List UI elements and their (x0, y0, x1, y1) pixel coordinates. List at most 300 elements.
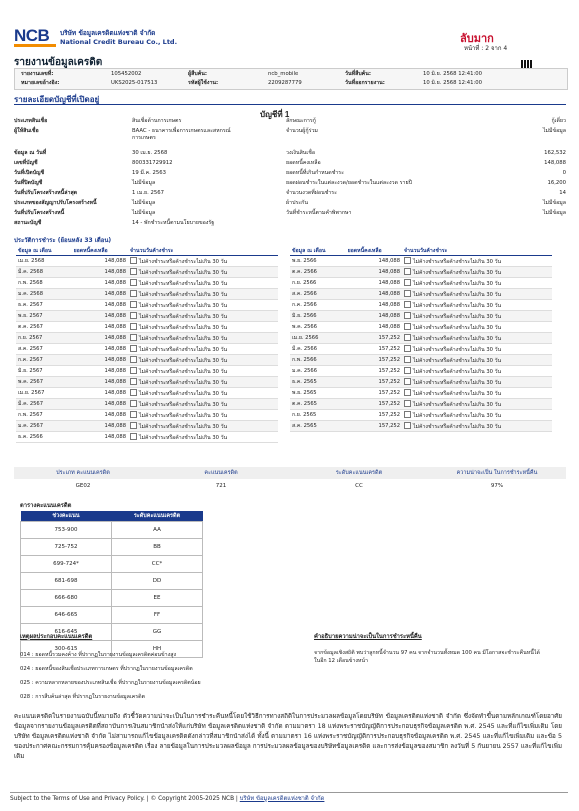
history-month: ก.ย. 2565 (290, 410, 346, 421)
account-field-label: สถานะบัญชี (14, 220, 42, 226)
history-row (16, 256, 278, 267)
payment-history-table-left (16, 247, 278, 443)
checkbox-icon (404, 268, 411, 275)
history-row (16, 267, 278, 278)
history-month: ก.ย. 2566 (290, 278, 346, 289)
history-month: พ.ค. 2566 (290, 322, 346, 333)
org-name-thai: บริษัท ข้อมูลเครดิตแห่งชาติ จำกัด (60, 29, 156, 37)
history-status-text: ไม่ค้างชำระหรือค้างชำระไม่เกิน 30 วัน (413, 291, 502, 298)
org-name (60, 29, 177, 47)
history-row (290, 410, 552, 421)
history-status-text: ไม่ค้างชำระหรือค้างชำระไม่เกิน 30 วัน (413, 280, 502, 287)
history-row (16, 421, 278, 432)
history-month: ต.ค. 2566 (290, 267, 346, 278)
account-field-value: 1 เม.ย. 2567 (132, 190, 164, 196)
history-status (128, 377, 278, 388)
history-status-text: ไม่ค้างชำระหรือค้างชำระไม่เกิน 30 วัน (139, 346, 228, 353)
history-status (128, 300, 278, 311)
report-meta (14, 68, 568, 90)
range-value: 725-752 (21, 539, 112, 556)
history-balance: 148,088 (346, 311, 402, 322)
col-days-overdue: จำนวนวันค้างชำระ (128, 247, 278, 256)
checkbox-icon (130, 367, 137, 374)
checkbox-icon (130, 279, 137, 286)
history-balance: 148,088 (72, 267, 128, 278)
meta-value: 2209287779 (268, 80, 302, 86)
checkbox-icon (404, 334, 411, 341)
footer (10, 796, 324, 803)
history-status-text: ไม่ค้างชำระหรือค้างชำระไม่เกิน 30 วัน (139, 401, 228, 408)
range-level: EE (112, 590, 203, 607)
history-month: มี.ค. 2567 (16, 399, 72, 410)
meta-key: รายงานเลขที่: (21, 71, 54, 77)
history-status (128, 289, 278, 300)
history-balance: 157,252 (346, 421, 402, 432)
history-status-text: ไม่ค้างชำระหรือค้างชำระไม่เกิน 30 วัน (139, 423, 228, 430)
range-row (21, 590, 203, 607)
score-header (14, 467, 566, 479)
account-field (286, 180, 566, 187)
history-balance: 148,088 (72, 355, 128, 366)
history-status-text: ไม่ค้างชำระหรือค้างชำระไม่เกิน 30 วัน (139, 434, 228, 441)
history-month: พ.ย. 2566 (290, 256, 346, 267)
history-balance: 148,088 (72, 333, 128, 344)
payment-history-table-right (290, 247, 552, 432)
col-days-overdue: จำนวนวันค้างชำระ (402, 247, 552, 256)
history-row (16, 322, 278, 333)
checkbox-icon (130, 334, 137, 341)
history-month: มิ.ย. 2566 (290, 311, 346, 322)
account-field-label: เลขที่บัญชี (14, 160, 38, 166)
history-row (290, 267, 552, 278)
score-level-header: ระดับคะแนนเครดิต (335, 470, 383, 476)
account-field-label: วันที่ปรับโครงสร้างหนี้ล่าสุด (14, 190, 78, 196)
history-status-text: ไม่ค้างชำระหรือค้างชำระไม่เกิน 30 วัน (413, 357, 502, 364)
history-balance: 148,088 (72, 311, 128, 322)
history-status-text: ไม่ค้างชำระหรือค้างชำระไม่เกิน 30 วัน (139, 302, 228, 309)
history-status (402, 322, 552, 333)
meta-key: หมายเลขอ้างอิง: (21, 80, 60, 86)
range-row (21, 573, 203, 590)
history-status-text: ไม่ค้างชำระหรือค้างชำระไม่เกิน 30 วัน (139, 357, 228, 364)
footer-divider (10, 792, 568, 793)
meta-key: รหัสผู้ใช้งาน: (188, 80, 219, 86)
history-status (128, 267, 278, 278)
account-field-value: กู้เดี่ยว (551, 118, 566, 124)
history-status-text: ไม่ค้างชำระหรือค้างชำระไม่เกิน 30 วัน (413, 313, 502, 320)
account-field-value: 800331729912 (132, 160, 173, 166)
account-field-label: ลักษณะการกู้ (286, 118, 316, 124)
history-balance: 148,088 (72, 388, 128, 399)
meta-value: ncb_mobile (268, 71, 299, 77)
history-status-text: ไม่ค้างชำระหรือค้างชำระไม่เกิน 30 วัน (139, 291, 228, 298)
history-balance: 148,088 (346, 267, 402, 278)
account-field-value: 162,532 (544, 150, 566, 156)
history-status (402, 366, 552, 377)
history-status (128, 278, 278, 289)
history-month: ธ.ค. 2565 (290, 377, 346, 388)
checkbox-icon (404, 279, 411, 286)
history-row (16, 333, 278, 344)
reasons-title: เหตุผลประกอบคะแนนเครดิต (20, 634, 93, 640)
account-field (286, 170, 566, 177)
history-status-text: ไม่ค้างชำระหรือค้างชำระไม่เกิน 30 วัน (413, 258, 502, 265)
history-balance: 148,088 (72, 278, 128, 289)
account-field (14, 190, 242, 197)
history-row (290, 278, 552, 289)
account-field (286, 210, 566, 217)
checkbox-icon (404, 422, 411, 429)
range-level: CC* (112, 556, 203, 573)
account-field (14, 170, 242, 177)
checkbox-icon (130, 433, 137, 440)
account-field (14, 128, 242, 141)
history-balance: 148,088 (72, 366, 128, 377)
footer-text: Subject to the Terms of Use and Privacy Policy. | © Copyright 2005-2025 NCB | (10, 796, 238, 802)
history-row (16, 388, 278, 399)
history-row (16, 432, 278, 443)
history-row (290, 366, 552, 377)
checkbox-icon (404, 345, 411, 352)
account-field-label: วันที่ปรับโครงสร้างหนี้ (14, 210, 65, 216)
history-month: ก.พ. 2568 (16, 278, 72, 289)
range-row (21, 539, 203, 556)
legal-notice: คะแนนเครดิตในรายงานฉบับนี้หมายถึง ตัวชี้วัดความน่าจะเป็นในการชำระคืนหนี้โดยใช้วิธีการทางสถิติในการประมวลผลข้อมูลโดยบริษัท ข้อมูลเครดิตแห่งชาติ จำกัด ซึ่งจัดทำขึ้นตามหลักเกณฑ์โดยอาศัยข้อมูลจากรายงานข้อมูลเครดิตที่สถาบันการเงินสมาชิกนำส่งให้แก่บริษัท ข้อมูลเครดิตแห่งชาติ จำกัด ตามมาตรา 18 แห่งพระราชบัญญัติการประกอบธุรกิจข้อมูลเครดิต พ.ศ. 2545 และที่แก้ไขเพิ่มเติม โดยบริษัท ข้อมูลเครดิตแห่งชาติ จำกัด ไม่สามารถแก้ไขข้อมูลเครดิตดังกล่าวที่สมาชิกนำส่งได้ ทั้งนี้ ตามมาตรา 16 แห่งพระราชบัญญัติการประกอบธุรกิจข้อมูลเครดิต พ.ศ. 2545 และที่แก้ไขเพิ่มเติม และข้อ 5 ของประกาศคณะกรรมการคุ้มครองข้อมูลเครดิต เรื่อง ลายข้อมูลในการประมวลผลข้อมูล การประมวลผลข้อมูลของบริษัทข้อมูลเครดิต และการส่งข้อมูลของสมาชิก ลงวันที่ 5 กันยายน 2557 และที่แก้ไขเพิ่มเติม (14, 713, 562, 761)
history-row (290, 421, 552, 432)
range-row (21, 607, 203, 624)
history-status-text: ไม่ค้างชำระหรือค้างชำระไม่เกิน 30 วัน (413, 324, 502, 331)
score-type-header: ประเภท คะแนนเครดิต (56, 470, 110, 476)
checkbox-icon (130, 378, 137, 385)
account-title: บัญชีที่ 1 (260, 110, 290, 119)
history-balance: 157,252 (346, 410, 402, 421)
checkbox-icon (404, 378, 411, 385)
col-month: ข้อมูล ณ เดือน (16, 247, 72, 256)
history-status (402, 300, 552, 311)
account-field (14, 118, 242, 125)
history-status-text: ไม่ค้างชำระหรือค้างชำระไม่เกิน 30 วัน (413, 390, 502, 397)
range-value: 646-665 (21, 607, 112, 624)
history-row (290, 256, 552, 267)
history-status-text: ไม่ค้างชำระหรือค้างชำระไม่เกิน 30 วัน (413, 401, 502, 408)
checkbox-icon (130, 411, 137, 418)
history-balance: 148,088 (346, 322, 402, 333)
history-status (402, 256, 552, 267)
checkbox-icon (130, 257, 137, 264)
account-field-label: ประเภทของสัญญาปรับโครงสร้างหนี้ (14, 200, 97, 206)
history-status-text: ไม่ค้างชำระหรือค้างชำระไม่เกิน 30 วัน (139, 379, 228, 386)
account-field-label: จำนวนผู้กู้ร่วม (286, 128, 318, 134)
score-value: 721 (215, 483, 227, 489)
account-field-label: จำนวนงวดที่ผ่อนชำระ (286, 190, 337, 196)
checkbox-icon (130, 323, 137, 330)
org-name-en: National Credit Bureau Co., Ltd. (60, 37, 178, 46)
account-field-value: ไม่มีข้อมูล (542, 200, 566, 206)
reason-item: 025 : ความหลากหลายของประเภทสินเชื่อ ที่ปรากฏในรายงานข้อมูลเครดิตน้อย (20, 680, 201, 686)
history-status (402, 311, 552, 322)
account-field-label: วันที่เปิดบัญชี (14, 170, 45, 176)
history-row (16, 377, 278, 388)
checkbox-icon (404, 411, 411, 418)
checkbox-icon (130, 422, 137, 429)
history-status-text: ไม่ค้างชำระหรือค้างชำระไม่เกิน 30 วัน (413, 302, 502, 309)
history-month: ธ.ค. 2567 (16, 300, 72, 311)
account-field-value: 16,200 (547, 180, 566, 186)
probability-text: จากข้อมูลเชิงสถิติ พบว่าลูกหนี้จำนวน 97 คน จากจำนวนทั้งหมด 100 คน มีโอกาสจะชำระคืนหนี้ได้ในอีก 12 เดือนข้างหน้า (314, 650, 540, 664)
account-field-label: ยอดหนี้คงเหลือ (286, 160, 321, 166)
meta-value: 10 มิ.ย. 2568 12:41:00 (423, 71, 483, 77)
meta-key: วันที่สืบค้น: (345, 71, 371, 77)
report-title: รายงานข้อมูลเครดิต (14, 57, 103, 68)
history-row (290, 289, 552, 300)
history-status (128, 432, 278, 443)
score-range-title: ตารางคะแนนเครดิต (20, 503, 72, 509)
history-status (128, 388, 278, 399)
history-balance: 148,088 (72, 421, 128, 432)
history-balance: 157,252 (346, 344, 402, 355)
history-month: ม.ค. 2568 (16, 289, 72, 300)
checkbox-icon (404, 290, 411, 297)
history-month: ส.ค. 2567 (16, 344, 72, 355)
account-field-label: ข้อมูล ณ วันที่ (14, 150, 47, 156)
history-status (128, 421, 278, 432)
history-status (402, 399, 552, 410)
history-month: มี.ค. 2566 (290, 344, 346, 355)
checkbox-icon (404, 367, 411, 374)
history-month: ก.ค. 2567 (16, 355, 72, 366)
history-status (128, 366, 278, 377)
account-field (14, 160, 242, 167)
meta-value: 10 มิ.ย. 2568 12:41:00 (423, 80, 483, 86)
history-status (128, 333, 278, 344)
account-field-label: ยอดผ่อนชำระในแต่ละงวด/ยอดชำระในแต่ละงวด รายปี (286, 180, 412, 186)
history-balance: 148,088 (346, 289, 402, 300)
range-level: GG (112, 624, 203, 641)
history-status-text: ไม่ค้างชำระหรือค้างชำระไม่เกิน 30 วัน (139, 280, 228, 287)
history-balance: 148,088 (72, 256, 128, 267)
meta-value: UKS2025-017513 (111, 80, 158, 86)
range-value: 681-698 (21, 573, 112, 590)
checkbox-icon (130, 290, 137, 297)
checkbox-icon (404, 356, 411, 363)
range-value: 666-680 (21, 590, 112, 607)
account-field (14, 220, 242, 227)
account-field-value: 30 เม.ย. 2568 (132, 150, 168, 156)
account-field-value: 0 (562, 170, 566, 176)
account-field-value: ไม่มีข้อมูล (542, 210, 566, 216)
history-month: ม.ค. 2566 (290, 366, 346, 377)
history-status-text: ไม่ค้างชำระหรือค้างชำระไม่เกิน 30 วัน (139, 390, 228, 397)
account-field-value: สินเชื่อด้านการเกษตร (132, 118, 182, 124)
history-status-text: ไม่ค้างชำระหรือค้างชำระไม่เกิน 30 วัน (413, 346, 502, 353)
account-field-label: วงเงินสินเชื่อ (286, 150, 316, 156)
range-level: BB (112, 539, 203, 556)
history-balance: 148,088 (346, 300, 402, 311)
history-row (290, 399, 552, 410)
reason-item: 024 : ยอดหนี้ของสินเชื่อประเภทการเกษตร ที่ปรากฏในรายงานข้อมูลเครดิต (20, 666, 193, 672)
history-status-text: ไม่ค้างชำระหรือค้างชำระไม่เกิน 30 วัน (139, 269, 228, 276)
col-month: ข้อมูล ณ เดือน (290, 247, 346, 256)
history-status-text: ไม่ค้างชำระหรือค้างชำระไม่เกิน 30 วัน (413, 412, 502, 419)
section-title: รายละเอียดบัญชีที่เปิดอยู่ (14, 95, 100, 104)
history-balance: 157,252 (346, 399, 402, 410)
history-month: มิ.ย. 2567 (16, 366, 72, 377)
account-field-value: ไม่มีข้อมูล (132, 200, 156, 206)
history-month: ส.ค. 2566 (290, 289, 346, 300)
history-status (402, 355, 552, 366)
reason-item: 028 : การสืบค้นล่าสุด ที่ปรากฏในรายงานข้อมูลเครดิต (20, 694, 145, 700)
range-value: 616-645 (21, 624, 112, 641)
range-level: FF (112, 607, 203, 624)
history-month: พ.ค. 2567 (16, 377, 72, 388)
account-field-label: ประเภทสินเชื่อ (14, 118, 48, 124)
col-balance: ยอดหนี้คงเหลือ (346, 247, 402, 256)
history-row (16, 300, 278, 311)
history-row (16, 278, 278, 289)
history-month: ธ.ค. 2566 (16, 432, 72, 443)
account-field (286, 160, 566, 167)
history-status (128, 410, 278, 421)
score-header: คะแนนเครดิต (204, 470, 238, 476)
range-level: AA (112, 522, 203, 539)
page-number: หน้าที่ : 2 จาก 4 (464, 45, 508, 52)
history-balance: 148,088 (72, 344, 128, 355)
range-row (21, 556, 203, 573)
history-balance: 148,088 (72, 377, 128, 388)
payment-history-title: ประวัติการชำระ (ย้อนหลัง 33 เดือน) (14, 237, 112, 244)
history-month: ก.ค. 2566 (290, 300, 346, 311)
history-balance: 148,088 (72, 399, 128, 410)
history-row (290, 388, 552, 399)
account-field-value: BAAC - ธนาคารเพื่อการเกษตรและสหกรณ์การเกษตร (132, 128, 231, 141)
account-field (14, 150, 242, 157)
checkbox-icon (404, 389, 411, 396)
history-row (290, 311, 552, 322)
history-month: ม.ค. 2567 (16, 421, 72, 432)
history-status (402, 267, 552, 278)
probability-title: คำอธิบายความน่าจะเป็นในการชำระหนี้คืน (314, 634, 422, 640)
history-balance: 148,088 (72, 300, 128, 311)
history-month: เม.ย. 2568 (16, 256, 72, 267)
history-status-text: ไม่ค้างชำระหรือค้างชำระไม่เกิน 30 วัน (413, 335, 502, 342)
footer-company-link[interactable]: บริษัท ข้อมูลเครดิตแห่งชาติ จำกัด (239, 796, 325, 802)
account-field-value: ไม่มีข้อมูล (132, 180, 156, 186)
history-month: ต.ค. 2565 (290, 399, 346, 410)
account-field-label: วันที่ชำระหนี้ตามคำพิพากษา (286, 210, 352, 216)
history-status-text: ไม่ค้างชำระหรือค้างชำระไม่เกิน 30 วัน (413, 269, 502, 276)
history-month: ก.ย. 2567 (16, 333, 72, 344)
account-field-value: 14 - พักชำระหนี้ตามนโยบายของรัฐ (132, 220, 215, 226)
meta-key: วันที่ออกรายงาน: (345, 80, 385, 86)
account-field-value: 148,088 (544, 160, 566, 166)
history-balance: 148,088 (72, 289, 128, 300)
history-balance: 148,088 (346, 278, 402, 289)
confidential-label: ลับมาก (460, 33, 494, 45)
account-field-value: ไม่มีข้อมูล (132, 210, 156, 216)
history-status-text: ไม่ค้างชำระหรือค้างชำระไม่เกิน 30 วัน (139, 258, 228, 265)
account-field (286, 190, 566, 197)
history-row (16, 366, 278, 377)
history-status-text: ไม่ค้างชำระหรือค้างชำระไม่เกิน 30 วัน (139, 412, 228, 419)
col-balance: ยอดหนี้คงเหลือ (72, 247, 128, 256)
level-header: ระดับคะแนนเครดิต (112, 511, 203, 522)
history-status-text: ไม่ค้างชำระหรือค้างชำระไม่เกิน 30 วัน (139, 324, 228, 331)
probability-value: 97% (490, 483, 504, 489)
history-balance: 157,252 (346, 377, 402, 388)
history-balance: 157,252 (346, 333, 402, 344)
history-month: เม.ย. 2567 (16, 388, 72, 399)
history-row (16, 410, 278, 421)
history-balance: 157,252 (346, 355, 402, 366)
history-status (402, 421, 552, 432)
history-balance: 148,088 (72, 410, 128, 421)
history-row (290, 377, 552, 388)
history-row (16, 355, 278, 366)
account-field (286, 150, 566, 157)
history-balance: 157,252 (346, 366, 402, 377)
checkbox-icon (404, 312, 411, 319)
history-row (290, 344, 552, 355)
history-month: มี.ค. 2568 (16, 267, 72, 278)
history-status (402, 333, 552, 344)
history-balance: 148,088 (72, 322, 128, 333)
history-status (402, 344, 552, 355)
history-status (402, 289, 552, 300)
checkbox-icon (404, 400, 411, 407)
history-month: ส.ค. 2565 (290, 421, 346, 432)
checkbox-icon (404, 323, 411, 330)
history-balance: 148,088 (72, 432, 128, 443)
history-row (290, 300, 552, 311)
range-value: 300-615 (21, 641, 112, 658)
history-status (402, 410, 552, 421)
checkbox-icon (130, 400, 137, 407)
history-balance: 157,252 (346, 388, 402, 399)
ncb-logo: NCB (14, 26, 54, 48)
score-type: GE02 (75, 483, 91, 489)
range-level: DD (112, 573, 203, 590)
history-status-text: ไม่ค้างชำระหรือค้างชำระไม่เกิน 30 วัน (413, 379, 502, 386)
history-status (128, 355, 278, 366)
checkbox-icon (130, 345, 137, 352)
range-header: ช่วงคะแนน (21, 511, 112, 522)
history-month: พ.ย. 2567 (16, 311, 72, 322)
checkbox-icon (130, 312, 137, 319)
checkbox-icon (404, 301, 411, 308)
history-status (128, 256, 278, 267)
account-field (286, 128, 566, 135)
history-status-text: ไม่ค้างชำระหรือค้างชำระไม่เกิน 30 วัน (413, 423, 502, 430)
history-row (16, 344, 278, 355)
range-row (21, 522, 203, 539)
history-row (16, 289, 278, 300)
history-month: เม.ย. 2566 (290, 333, 346, 344)
checkbox-icon (130, 356, 137, 363)
history-status (128, 344, 278, 355)
account-field (14, 210, 242, 217)
checkbox-icon (130, 389, 137, 396)
history-balance: 148,088 (346, 256, 402, 267)
account-field (286, 118, 566, 125)
score-values (14, 480, 566, 492)
history-status-text: ไม่ค้างชำระหรือค้างชำระไม่เกิน 30 วัน (139, 368, 228, 375)
probability-header: ความน่าจะเป็น ในการชำระหนี้คืน (456, 470, 538, 476)
account-field-value: ไม่มีข้อมูล (542, 128, 566, 134)
history-status (402, 377, 552, 388)
history-row (16, 399, 278, 410)
account-field-value: 14 (559, 190, 566, 196)
history-status (128, 311, 278, 322)
